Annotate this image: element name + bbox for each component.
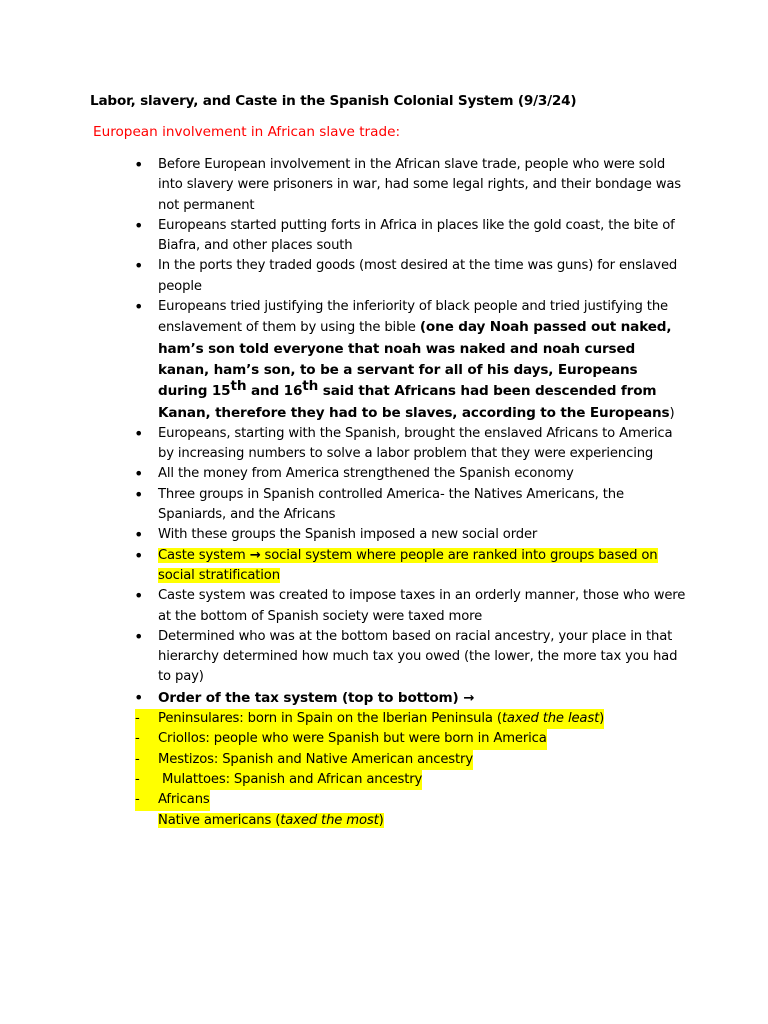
- bible-close-paren: ): [669, 405, 675, 421]
- bible-bold-text-b: and 16: [246, 383, 303, 400]
- list-item: • Europeans, starting with the Spanish, brought the enslaved Africans to America by increasing numbers to solve a labor problem that they were experiencing: [158, 424, 688, 465]
- dash-marker: -: [135, 771, 140, 787]
- tax-order-list: [135, 709, 688, 831]
- dash-marker: -: [135, 711, 140, 727]
- list-item: • Determined who was at the bottom based on racial ancestry, your place in that hierarchy determined how much tax you owed (the lower, the more tax you had to pay): [158, 627, 688, 688]
- section-heading: European involvement in African slave trade:: [93, 124, 401, 140]
- dash-marker: -: [135, 751, 140, 767]
- list-item: • Caste system was created to impose taxes in an orderly manner, those who were at the bottom of Spanish society were taxed more: [158, 586, 688, 627]
- list-item: • With these groups the Spanish imposed a new social order: [158, 525, 688, 545]
- list-item: • In the ports they traded goods (most desired at the time was guns) for enslaved people: [158, 256, 688, 297]
- tax-order-heading: Order of the tax system (top to bottom): [158, 689, 464, 706]
- list-item-caste-definition: [158, 546, 688, 587]
- tax-order-text: Mestizos: Spanish and Native American ancestry: [158, 751, 473, 767]
- right-arrow-icon: →: [249, 547, 261, 563]
- tax-order-item-native-americans: [135, 811, 384, 831]
- taxed-least-note: taxed the least: [501, 711, 600, 727]
- tax-order-text: Mulattoes: Spanish and African ancestry: [158, 771, 423, 787]
- notes-list: [135, 155, 688, 831]
- tax-order-item-mulattoes: [135, 770, 422, 790]
- list-item: • Three groups in Spanish controlled America- the Natives Americans, the Spaniards, and the Africans: [158, 485, 688, 526]
- tax-order-item-criollos: [135, 729, 547, 749]
- list-item-bible: [158, 297, 688, 424]
- tax-order-close-paren: ): [599, 711, 605, 727]
- bible-open-paren: (: [419, 319, 426, 336]
- bible-bold-text-c: said that Africans had been descended from Kanan, therefore they had to be slaves, according to the Europeans: [158, 383, 670, 421]
- superscript-th: th: [230, 378, 247, 395]
- bible-plain-text: Europeans tried justifying the inferiority of black people and tried justifying the enslavement of them by using the bible: [158, 299, 669, 336]
- list-item: • All the money from America strengthened the Spanish economy: [158, 464, 688, 484]
- dash-marker: -: [135, 731, 140, 747]
- tax-order-item-africans: [135, 790, 210, 810]
- right-arrow-icon: →: [463, 690, 475, 706]
- tax-order-close-paren: ): [378, 812, 384, 828]
- caste-definition-highlight: [158, 548, 658, 583]
- tax-order-text-highlight: [158, 813, 384, 828]
- tax-order-text: Criollos: people who were Spanish but were born in America: [158, 731, 547, 747]
- tax-order-item-mestizos: [135, 750, 473, 770]
- taxed-most-note: taxed the most: [280, 812, 379, 828]
- document-title: Labor, slavery, and Caste in the Spanish Colonial System (9/3/24): [90, 93, 577, 109]
- bible-bold-text-a: one day Noah passed out naked, ham’s son told everyone that noah was naked and noah cursed kanan, ham’s son, to be a servant for all of his days, Europeans during 15: [158, 319, 672, 400]
- tax-order-text: Africans: [158, 792, 210, 808]
- caste-definition-text: social system where people are ranked into groups based on social stratification: [158, 547, 658, 583]
- list-item-tax-order: [135, 688, 688, 831]
- list-item: • Europeans started putting forts in Africa in places like the gold coast, the bite of Biafra, and other places south: [158, 216, 688, 257]
- caste-term: Caste system: [158, 547, 250, 563]
- superscript-th: th: [302, 378, 319, 395]
- dash-marker: -: [135, 792, 140, 808]
- list-item: • Before European involvement in the African slave trade, people who were sold into slavery were prisoners in war, had some legal rights, and their bondage was not permanent: [158, 155, 688, 216]
- tax-order-item-peninsulares: [135, 709, 604, 729]
- tax-order-text: Peninsulares: born in Spain on the Iberian Peninsula (: [158, 711, 502, 727]
- tax-order-text: Native americans (: [158, 812, 281, 828]
